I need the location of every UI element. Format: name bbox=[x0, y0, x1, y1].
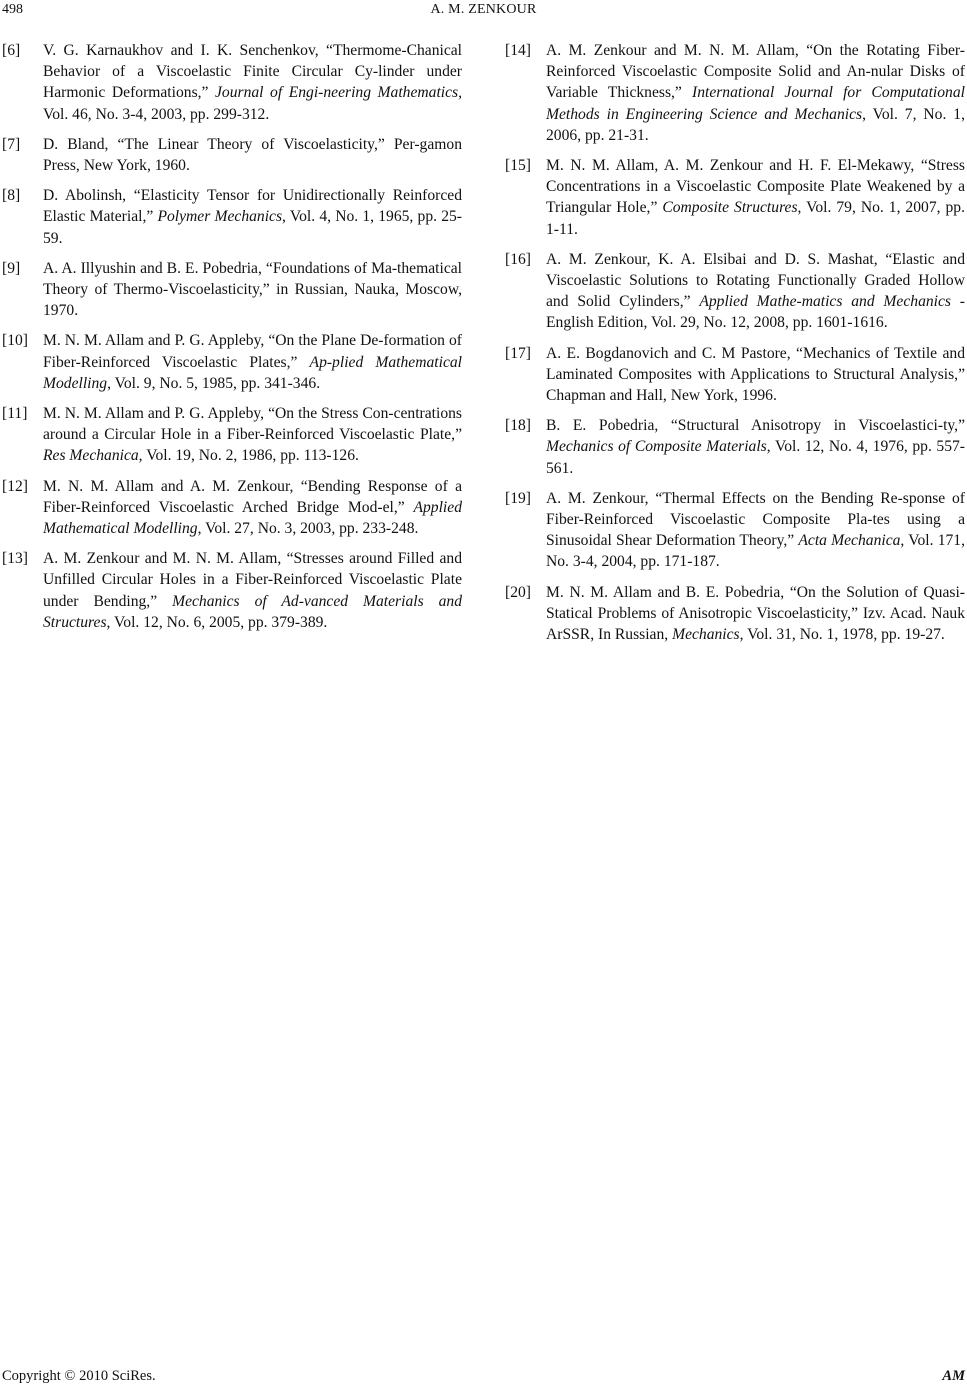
reference-item bbox=[505, 415, 965, 479]
reference-segment: A. E. Bogdanovich and C. M Pastore, “Mechanics of Textile and Laminated Composites with Applications to Structural Analysis,” Chapman and Hall, New York, 1996. bbox=[546, 344, 965, 405]
copyright-notice: Copyright © 2010 SciRes. bbox=[2, 1368, 156, 1384]
reference-segment: A. M. Zenkour and M. N. M. Allam, “Stresses around Filled and Unfilled Circular Holes in a Fiber-Reinforced Viscoelastic Plate under Bending,” bbox=[43, 550, 462, 610]
reference-item bbox=[2, 330, 462, 394]
reference-segment: , Vol. 27, No. 3, 2003, pp. 233-248. bbox=[197, 520, 419, 538]
running-head: A. M. ZENKOUR bbox=[430, 2, 537, 17]
reference-segment: , Vol. 31, No. 1, 1978, pp. 19-27. bbox=[739, 626, 945, 644]
reference-item bbox=[505, 155, 965, 240]
references-column-left bbox=[2, 40, 462, 642]
reference-number: [14] bbox=[505, 42, 531, 59]
reference-segment: - English Edition, Vol. 29, No. 12, 2008, pp. 1601-1616. bbox=[546, 293, 965, 332]
reference-segment: Vol. 46, No. 3-4, 2003, pp. 299-312. bbox=[43, 105, 270, 123]
reference-source-title: Applied Mathe-matics and Mechanics bbox=[699, 293, 951, 311]
reference-segment: , Vol. 7, No. 1, 2006, pp. 21-31. bbox=[546, 105, 965, 144]
reference-text bbox=[43, 134, 462, 176]
reference-segment: , Vol. 79, No. 1, 2007, pp. 1-11. bbox=[546, 199, 965, 238]
reference-segment: B. E. Pobedria, “Structural Anisotropy in Viscoelastici-ty,” bbox=[546, 417, 965, 435]
reference-segment: M. N. M. Allam and B. E. Pobedria, “On the Solution of Quasi-Statical Problems of Anisotropic Viscoelasticity,” Izv. Acad. Nauk ArSSR, In Russian, bbox=[546, 583, 965, 644]
reference-text bbox=[43, 40, 462, 125]
reference-number: [19] bbox=[505, 489, 531, 507]
reference-segment: M. N. M. Allam and P. G. Appleby, “On the Plane De-formation of Fiber-Reinforced Viscoelastic Plates,” bbox=[43, 332, 462, 371]
reference-text bbox=[546, 582, 965, 646]
journal-abbreviation: AM bbox=[942, 1368, 965, 1384]
reference-source-title: Acta Mechanica bbox=[798, 532, 901, 550]
reference-text bbox=[43, 548, 462, 633]
reference-item bbox=[2, 134, 462, 176]
reference-segment: Vol. 19, No. 2, 1986, pp. 113-126. bbox=[142, 447, 359, 465]
reference-segment: A. M. Zenkour and M. N. M. Allam, “On the Rotating Fiber-Reinforced Viscoelastic Composite Solid and An-nular Disks of Variable Thickness,” bbox=[546, 42, 965, 102]
reference-text bbox=[546, 40, 965, 146]
reference-number: [6] bbox=[2, 42, 21, 59]
reference-segment: , Vol. 4, No. 1, 1965, pp. 25-59. bbox=[43, 208, 462, 247]
reference-item bbox=[2, 403, 462, 467]
reference-source-title: Applied Mathematical Modelling bbox=[43, 498, 462, 538]
reference-number: [15] bbox=[505, 157, 531, 175]
reference-segment: , Vol. 12, No. 4, 1976, pp. 557-561. bbox=[546, 438, 966, 477]
reference-segment: , Vol. 12, No. 6, 2005, pp. 379-389. bbox=[106, 613, 328, 631]
reference-item bbox=[505, 488, 965, 573]
reference-text bbox=[546, 249, 965, 334]
reference-number: [17] bbox=[505, 344, 531, 362]
reference-text bbox=[546, 415, 965, 479]
reference-segment: D. Bland, “The Linear Theory of Viscoelasticity,” Per-gamon Press, New York, 1960. bbox=[43, 135, 462, 175]
reference-item bbox=[505, 343, 965, 407]
reference-segment: D. Abolinsh, “Elasticity Tensor for Unidirectionally Reinforced Elastic Material,” bbox=[43, 187, 462, 226]
reference-item bbox=[2, 258, 462, 322]
reference-number: [12] bbox=[2, 477, 28, 495]
reference-segment: M. N. M. Allam and A. M. Zenkour, “Bending Response of a Fiber-Reinforced Viscoelastic Arched Bridge Mod-el,” bbox=[43, 477, 462, 516]
reference-text bbox=[43, 330, 462, 394]
reference-text bbox=[546, 488, 965, 573]
reference-source-title: Composite Structures bbox=[662, 199, 798, 217]
reference-number: [20] bbox=[505, 583, 531, 601]
reference-number: [7] bbox=[2, 135, 21, 153]
reference-number: [8] bbox=[2, 187, 21, 205]
reference-text bbox=[43, 403, 462, 467]
reference-number: [11] bbox=[2, 405, 28, 423]
reference-source-title: Ap-plied Mathematical Modelling bbox=[43, 353, 462, 392]
reference-text bbox=[43, 476, 462, 540]
reference-segment: M. N. M. Allam, A. M. Zenkour and H. F. El-Mekawy, “Stress Concentrations in a Viscoelastic Composite Plate Weakened by a Triangular Hole,” bbox=[546, 157, 965, 217]
reference-source-title: International Journal for Computational Methods in Engineering Science and Mechanics bbox=[546, 84, 965, 123]
references-column-right bbox=[505, 40, 965, 654]
reference-item bbox=[505, 249, 965, 334]
reference-text bbox=[546, 343, 965, 407]
reference-item bbox=[2, 476, 462, 540]
reference-source-title: Res Mechanica, bbox=[43, 447, 143, 465]
reference-number: [10] bbox=[2, 332, 28, 350]
reference-source-title: Mechanics of Ad-vanced Materials and Structures bbox=[43, 592, 462, 631]
reference-source-title: Polymer Mechanics bbox=[157, 208, 283, 226]
reference-segment: A. M. Zenkour, K. A. Elsibai and D. S. Mashat, “Elastic and Viscoelastic Solutions to Rotating Functionally Graded Hollow and Solid Cylinders,” bbox=[546, 250, 965, 311]
reference-item bbox=[505, 582, 965, 646]
reference-source-title: Mechanics bbox=[672, 626, 740, 644]
reference-source-title: Journal of Engi-neering Mathematics, bbox=[215, 84, 462, 102]
reference-source-title: Mechanics of Composite Materials bbox=[546, 438, 767, 456]
reference-item bbox=[2, 185, 462, 249]
reference-number: [9] bbox=[2, 259, 21, 277]
reference-segment: V. G. Karnaukhov and I. K. Senchenkov, “Thermome-Chanical Behavior of a Viscoelastic Finite Circular Cy-linder under Harmonic Deformations,” bbox=[43, 42, 462, 102]
reference-segment: A. M. Zenkour, “Thermal Effects on the Bending Re-sponse of Fiber-Reinforced Viscoelastic Composite Pla-tes using a Sinusoidal Shear Deformation Theory,” bbox=[546, 489, 965, 550]
reference-text bbox=[43, 258, 462, 322]
reference-number: [13] bbox=[2, 550, 28, 568]
reference-number: [18] bbox=[505, 417, 531, 435]
page-number: 498 bbox=[2, 2, 23, 17]
reference-segment: , Vol. 9, No. 5, 1985, pp. 341-346. bbox=[107, 374, 321, 392]
reference-number: [16] bbox=[505, 250, 531, 268]
reference-text bbox=[43, 185, 462, 249]
reference-item bbox=[2, 548, 462, 633]
reference-segment: A. A. Illyushin and B. E. Pobedria, “Foundations of Ma-thematical Theory of Thermo-Viscoelasticity,” in Russian, Nauka, Moscow, 1970. bbox=[43, 259, 462, 320]
reference-item bbox=[2, 40, 462, 125]
reference-segment: , Vol. 171, No. 3-4, 2004, pp. 171-187. bbox=[546, 532, 965, 571]
reference-item bbox=[505, 40, 965, 146]
reference-text bbox=[546, 155, 965, 240]
reference-segment: M. N. M. Allam and P. G. Appleby, “On the Stress Con-centrations around a Circular Hole in a Fiber-Reinforced Viscoelastic Plate,” bbox=[43, 405, 462, 444]
